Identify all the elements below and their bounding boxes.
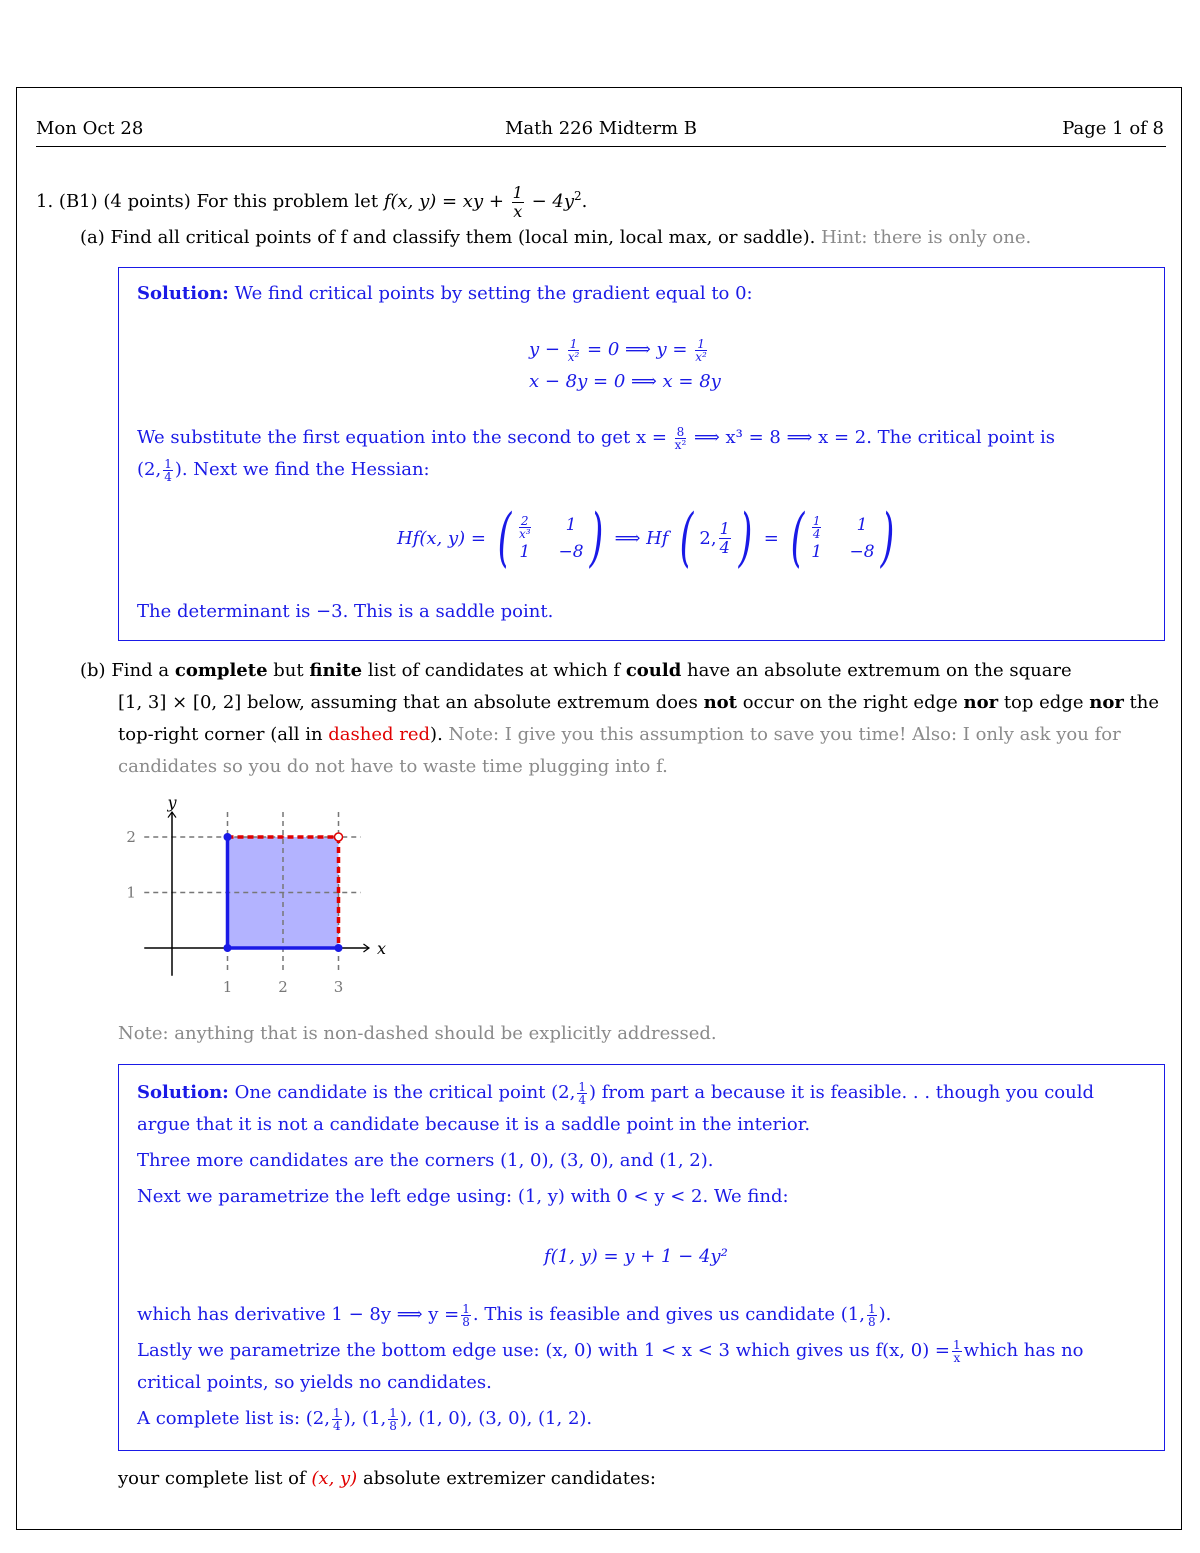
part-b-line1: (b) Find a complete but finite list of candidates at which f could have an absolute extremum on the square xyxy=(80,660,1072,681)
solution-b-p6: A complete list is: (2, $\frac{1}{4}$ ), (1, $\frac{1}{8}$ ), (1, 0), (3, 0), (1, 2). xyxy=(137,1405,593,1433)
problem-statement: 1. (B1) (4 points) For this problem let f(x, y) = xy + $\frac{1}{x}$ − $4y^2$. xyxy=(36,182,588,221)
solution-b-p2: Three more candidates are the corners (1, 0), (3, 0), and (1, 2). xyxy=(137,1150,714,1171)
problem-label: (B1) xyxy=(58,191,98,212)
header-course: Math 226 Midterm B xyxy=(505,118,698,139)
x-axis-label: x xyxy=(377,939,387,958)
problem-points: (4 points) xyxy=(103,191,191,212)
solution-a-conclusion: The determinant is −3. This is a saddle point. xyxy=(137,601,554,622)
header-date: Mon Oct 28 xyxy=(36,118,144,139)
solution-a-eq2: x − 8y = 0 ⟹ x = 8y xyxy=(529,371,721,392)
solution-b-p3: Next we parametrize the left edge using: (1, y) with 0 < y < 2. We find: xyxy=(137,1186,789,1207)
filled-point-1 xyxy=(335,944,343,952)
solution-a-intro: We find critical points by setting the gradient equal to 0: xyxy=(234,283,753,304)
solution-b-p1-line2: argue that it is not a candidate because it is a saddle point in the interior. xyxy=(137,1114,811,1135)
y-axis-label: y xyxy=(167,793,177,813)
solution-b-p5: Lastly we parametrize the bottom edge use: (x, 0) with 1 < x < 3 which gives us f(x, 0) = $\frac{1}{x}$ which has no xyxy=(137,1337,1084,1365)
solution-a-critical-point: (2, $\frac{1}{4}$ ). Next we find the Hessian: xyxy=(137,456,430,484)
solution-b-p1: Solution: One candidate is the critical point (2, $\frac{1}{4}$ ) from part a because it is feasible. . . though you could xyxy=(137,1079,1095,1107)
part-a-label: (a) xyxy=(80,227,105,248)
part-a xyxy=(80,222,1031,254)
y-tick-label-2: 2 xyxy=(126,828,136,846)
solution-a-intro-line xyxy=(137,278,753,310)
function-fraction: $\frac{1}{x}$ xyxy=(512,182,523,221)
open-point-0 xyxy=(335,833,343,841)
filled-point-2 xyxy=(224,833,232,841)
x-tick-label-3: 3 xyxy=(333,977,344,996)
answer-line: your complete list of (x, y) absolute extremizer candidates: xyxy=(118,1468,656,1489)
solution-b-p5-line2: critical points, so yields no candidates. xyxy=(137,1372,492,1393)
note-b: Note: anything that is non-dashed should be explicitly addressed. xyxy=(118,1023,717,1044)
filled-point-0 xyxy=(224,944,232,952)
part-b-line3: top-right corner (all in dashed red). Note: I give you this assumption to save you time! Also: I only ask you for xyxy=(118,724,1121,745)
function-lhs: f(x, y) = xy + xyxy=(383,191,504,212)
x-tick-label-2: 2 xyxy=(278,977,288,996)
part-a-text: Find all critical points of f and classify them (local min, local max, or saddle). xyxy=(110,227,816,248)
region-chart xyxy=(110,782,400,1004)
answer-variable: (x, y) xyxy=(311,1468,358,1489)
solution-a-eq1: y − $\frac{1}{\text{x²}}$ = 0 ⟹ y = $\frac{1}{\text{x²}}$ xyxy=(529,336,707,364)
header-page: Page 1 of 8 xyxy=(1062,118,1164,139)
x-tick-label-1: 1 xyxy=(222,977,233,996)
part-b-line4: candidates so you do not have to waste time plugging into f. xyxy=(118,756,668,777)
solution-a-box xyxy=(118,267,1165,641)
hessian-equation: Hf(x, y) = ( $\frac{2}{\text{x³}}$ 1 1 −8 ) ⟹ Hf ( 2, $\frac{1}{4}$ ) = ( $\frac{1}{4}$ 1 1 −8 ) xyxy=(397,506,900,570)
header-rule xyxy=(36,146,1166,147)
problem-number: 1. xyxy=(36,191,54,212)
function-rhs: − 4y xyxy=(531,191,575,212)
solution-a-subst: We substitute the first equation into the second to get x = $\frac{8}{\text{x²}}$ ⟹ x³ = 8 ⟹ x = 2. The critical point is xyxy=(137,424,1056,452)
hessian-matrix-general: ( $\frac{2}{\text{x³}}$ 1 1 −8 ) xyxy=(497,501,603,575)
solution-a-heading: Solution: xyxy=(137,283,229,304)
solution-b-p4: which has derivative 1 − 8y ⟹ y = $\frac{1}{8}$ . This is feasible and gives us candidate (1, $\frac{1}{8}$ ). xyxy=(137,1301,892,1329)
y-tick-label-1: 1 xyxy=(126,883,136,902)
hessian-matrix-evaluated: ( $\frac{1}{4}$ 1 1 −8 ) xyxy=(790,501,894,575)
part-b-line2: [1, 3] × [0, 2] below, assuming that an absolute extremum does not occur on the right edge nor top edge nor the xyxy=(118,692,1160,713)
part-a-hint: Hint: there is only one. xyxy=(821,227,1032,248)
solution-b-box xyxy=(118,1064,1165,1451)
solution-b-eq: f(1, y) = y + 1 − 4y² xyxy=(544,1246,728,1267)
dashed-red-label: dashed red xyxy=(328,724,431,745)
problem-intro: For this problem let xyxy=(196,191,379,212)
